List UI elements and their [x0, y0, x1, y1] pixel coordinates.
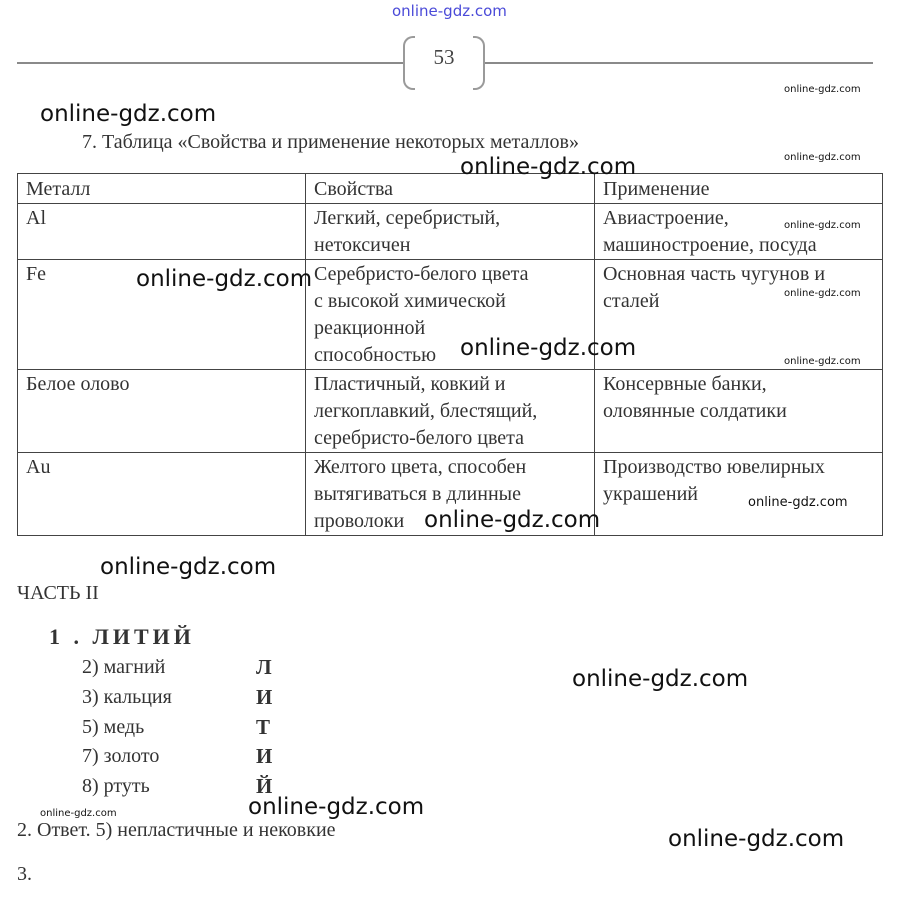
watermark-small: online-gdz.com	[784, 220, 861, 231]
element-item: 5) медь	[82, 716, 145, 738]
page-number: 53	[433, 45, 455, 69]
element-item: 3) кальция	[82, 686, 172, 708]
element-letter: Т	[256, 715, 271, 739]
answer-word: 1 . ЛИТИЙ	[49, 624, 195, 649]
column-header-properties: Свойства	[306, 174, 595, 204]
metal-name: Al	[26, 207, 46, 229]
column-header-uses: Применение	[595, 174, 883, 204]
element-item: 7) золото	[82, 745, 160, 767]
properties-line: вытягиваться в длинные	[314, 483, 521, 505]
cell-metal	[18, 453, 306, 536]
cell-uses	[595, 260, 883, 370]
watermark: online-gdz.com	[136, 266, 313, 292]
page-number-bracket-left	[403, 36, 415, 90]
question-2-answer: 2. Ответ. 5) непластичные и нековкие	[17, 819, 336, 841]
metals-table	[17, 173, 883, 536]
header-rule-left	[17, 62, 403, 64]
table-caption: 7. Таблица «Свойства и применение некоторых металлов»	[82, 131, 579, 153]
uses-line: оловянные солдатики	[603, 400, 787, 422]
cell-metal	[18, 204, 306, 260]
metal-name: Белое олово	[26, 373, 130, 395]
cell-properties	[306, 370, 595, 453]
watermark: online-gdz.com	[424, 507, 601, 533]
cell-uses	[595, 204, 883, 260]
watermark: online-gdz.com	[248, 794, 425, 820]
uses-line: Консервные банки,	[603, 373, 767, 395]
watermark-small: online-gdz.com	[784, 84, 861, 95]
table-header-row	[18, 174, 883, 204]
uses-line: Основная часть чугунов и	[603, 263, 826, 285]
uses-line: Авиастроение,	[603, 207, 729, 229]
properties-line: Желтого цвета, способен	[314, 456, 527, 478]
uses-line: машиностроение, посуда	[603, 234, 817, 256]
watermark: online-gdz.com	[40, 101, 217, 127]
watermark-small: online-gdz.com	[40, 808, 117, 819]
watermark-small: online-gdz.com	[748, 495, 848, 510]
element-letter: Й	[256, 774, 273, 798]
element-letter: И	[256, 685, 273, 709]
cell-uses	[595, 453, 883, 536]
uses-line: украшений	[603, 483, 698, 505]
properties-line: Серебристо-белого цвета	[314, 263, 529, 285]
cell-uses	[595, 370, 883, 453]
watermark-small: online-gdz.com	[784, 356, 861, 367]
part-heading: ЧАСТЬ II	[17, 582, 99, 604]
element-letter: И	[256, 744, 273, 768]
properties-line: Легкий, серебристый,	[314, 207, 501, 229]
properties-line: проволоки	[314, 510, 405, 532]
header-rule-right	[485, 62, 873, 64]
table-row	[18, 204, 883, 260]
uses-line: сталей	[603, 290, 660, 312]
uses-line: Производство ювелирных	[603, 456, 825, 478]
metal-name: Fe	[26, 263, 46, 285]
watermark: online-gdz.com	[100, 554, 277, 580]
watermark: online-gdz.com	[572, 666, 749, 692]
column-header-metal: Металл	[18, 174, 306, 204]
page-number-bracket-right	[473, 36, 485, 90]
question-3-label: 3.	[17, 863, 32, 885]
properties-line: способностью	[314, 344, 437, 366]
element-item: 2) магний	[82, 656, 166, 678]
watermark: online-gdz.com	[668, 826, 845, 852]
watermark: online-gdz.com	[460, 335, 637, 361]
watermark-small: online-gdz.com	[784, 152, 861, 163]
cell-properties	[306, 204, 595, 260]
watermark-top: online-gdz.com	[392, 2, 507, 20]
properties-line: Пластичный, ковкий и	[314, 373, 506, 395]
properties-line: с высокой химической	[314, 290, 506, 312]
element-item: 8) ртуть	[82, 775, 150, 797]
watermark: online-gdz.com	[460, 154, 637, 180]
properties-line: легкоплавкий, блестящий,	[314, 400, 538, 422]
properties-line: реакционной	[314, 317, 426, 339]
cell-metal	[18, 370, 306, 453]
metal-name: Au	[26, 456, 51, 478]
table-row	[18, 370, 883, 453]
properties-line: нетоксичен	[314, 234, 411, 256]
watermark-small: online-gdz.com	[784, 288, 861, 299]
element-letter: Л	[256, 655, 272, 679]
properties-line: серебристо-белого цвета	[314, 427, 525, 449]
